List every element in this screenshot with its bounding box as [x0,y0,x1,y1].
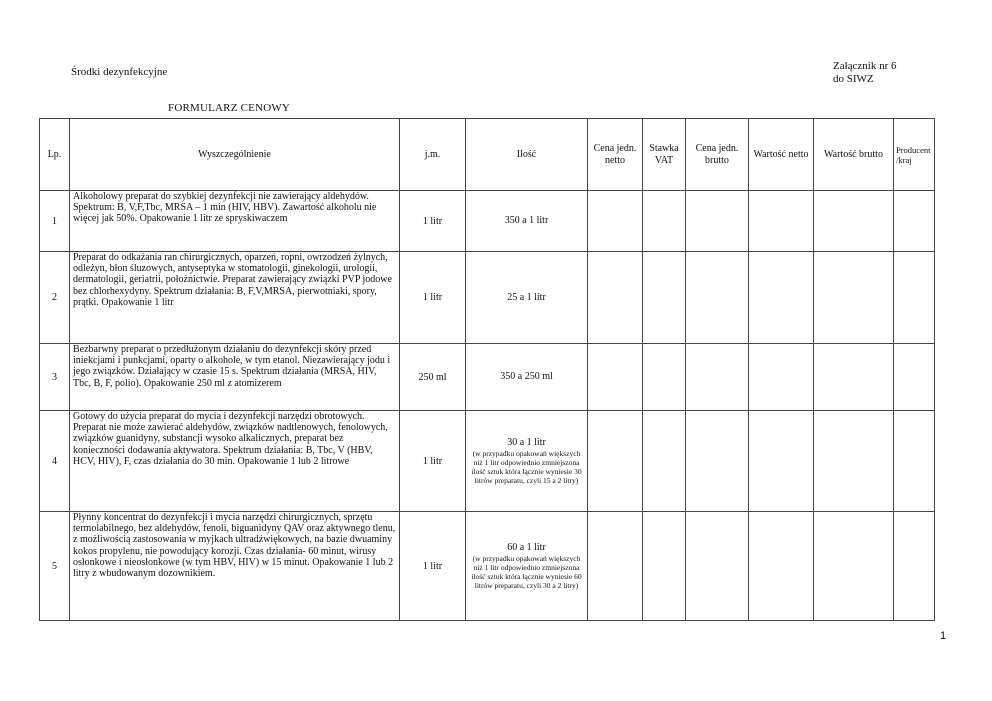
gross-value-cell[interactable] [814,191,894,252]
quantity-value: 60 a 1 litr [507,542,546,553]
vat-rate-cell[interactable] [643,411,686,512]
row-unit: 250 ml [400,344,466,411]
producer-cell[interactable] [894,344,935,411]
row-unit: 1 litr [400,512,466,621]
row-quantity [466,512,588,621]
quantity-note: (w przypadku opakowań większych niż 1 litr odpowiednio zmniejszona ilość sztuk która łącznie wyniesie 30 litrów preparatu, czyli 15 a 2 litry) [471,449,582,485]
row-quantity [466,411,588,512]
quantity-value: 25 a 1 litr [507,291,546,303]
attachment-number: Załącznik nr 6 [833,60,897,72]
producer-cell[interactable] [894,411,935,512]
producer-cell[interactable] [894,191,935,252]
header-gross-value: Wartość brutto [814,119,894,191]
quantity-value: 350 a 1 litr [504,215,549,226]
row-number: 1 [40,191,70,252]
table-row [40,252,935,344]
vat-rate-cell[interactable] [643,512,686,621]
quantity-value: 30 a 1 litr [507,437,546,448]
header-quantity: Ilość [466,119,588,191]
net-unit-price-cell[interactable] [588,191,643,252]
gross-value-cell[interactable] [814,344,894,411]
producer-cell[interactable] [894,252,935,344]
vat-rate-cell[interactable] [643,252,686,344]
row-unit: 1 litr [400,191,466,252]
row-description: Gotowy do użycia preparat do mycia i dezynfekcji narzędzi obrotowych. Preparat nie może zawierać aldehydów, związków nadtlenowych, fenolowych, związków guanidyny, substancji wysoko alkalicznych, preparat bez konieczności dodawania aktywatora. Spektrum działania: B, Tbc, V (HBV, HCV, HIV), F, czas działania do 30 min. Opakowanie 1 lub 2 litrowe [70,411,400,512]
row-quantity [466,252,588,344]
header-net-value: Wartość netto [749,119,814,191]
form-title: FORMULARZ CENOWY [168,102,291,114]
net-value-cell[interactable] [749,191,814,252]
net-unit-price-cell[interactable] [588,512,643,621]
net-unit-price-cell[interactable] [588,344,643,411]
table-row [40,344,935,411]
gross-unit-price-cell[interactable] [686,512,749,621]
header-producer: Producent /kraj [894,119,935,191]
gross-unit-price-cell[interactable] [686,252,749,344]
gross-unit-price-cell[interactable] [686,191,749,252]
row-number: 5 [40,512,70,621]
quantity-value: 350 a 250 ml [500,371,553,382]
gross-unit-price-cell[interactable] [686,344,749,411]
table-row [40,512,935,621]
vat-rate-cell[interactable] [643,191,686,252]
page-number: 1 [940,630,947,642]
row-quantity [466,191,588,252]
gross-value-cell[interactable] [814,512,894,621]
table-row [40,411,935,512]
net-value-cell[interactable] [749,512,814,621]
gross-unit-price-cell[interactable] [686,411,749,512]
net-value-cell[interactable] [749,411,814,512]
row-description: Płynny koncentrat do dezynfekcji i mycia narzędzi chirurgicznych, sprzętu termolabilnego, bez aldehydów, fenoli, biguanidyny QAV oraz aktywnego tlenu, z możliwością zastosowania w myjkach ultradźwiękowych, na bazie dwuaminy kokos propylenu, nie powodujący korozji. Czas działania- 60 minut, wirusy osłonkowe i nieosłonkowe (w tym HBV, HIV) w 15 minut. Opakowanie 1 lub 2 litry z wbudowanym dozownikiem. [70,512,400,621]
attachment-reference: do SIWZ [833,73,874,85]
row-unit: 1 litr [400,411,466,512]
price-form-table [39,118,935,621]
header-unit: j.m. [400,119,466,191]
table-header-row [40,119,935,191]
gross-value-cell[interactable] [814,252,894,344]
table-row [40,191,935,252]
row-description: Bezbarwny preparat o przedłużonym działaniu do dezynfekcji skóry przed iniekcjami i punkcjami, oparty o alkohole, w tym etanol. Niezawierający jodu i jego związków. Działający w czasie 15 s. Spektrum działania (MRSA, HIV, Tbc, B, F, polio). Opakowanie 250 ml z atomizerem [70,344,400,411]
row-description: Alkoholowy preparat do szybkiej dezynfekcji nie zawierający aldehydów. Spektrum: B, V,F,Tbc, MRSA – 1 min (HIV, HBV). Zawartość alkoholu nie więcej jak 50%. Opakowanie 1 litr ze spryskiwaczem [70,191,400,252]
producer-cell[interactable] [894,512,935,621]
row-number: 2 [40,252,70,344]
net-value-cell[interactable] [749,252,814,344]
header-gross-unit-price: Cena jedn. brutto [686,119,749,191]
row-quantity [466,344,588,411]
header-vat-rate: Stawka VAT [643,119,686,191]
quantity-note: (w przypadku opakowań większych niż 1 litr odpowiednio zmniejszona ilość sztuk która łącznie wyniesie 60 litrów preparatu, czyli 30 a 2 litry) [471,554,582,590]
header-lp: Lp. [40,119,70,191]
row-description: Preparat do odkażania ran chirurgicznych, oparzeń, ropni, owrzodzeń żylnych, odleżyn, błon śluzowych, antyseptyka w stomatologii, ginekologii, urologii, dermatologii, geriatrii, położnictwie. Preparat zawierający związki PVP jodowe bez chlorhexydyny. Spektrum działania: B, F,V,MRSA, pierwotniaki, spory, prątki. Opakowanie 1 litr [70,252,400,344]
row-number: 3 [40,344,70,411]
document-category: Środki dezynfekcyjne [71,66,168,78]
attachment-label [833,60,897,86]
row-number: 4 [40,411,70,512]
header-description: Wyszczególnienie [70,119,400,191]
row-unit: 1 litr [400,252,466,344]
net-unit-price-cell[interactable] [588,411,643,512]
net-value-cell[interactable] [749,344,814,411]
gross-value-cell[interactable] [814,411,894,512]
net-unit-price-cell[interactable] [588,252,643,344]
header-net-unit-price: Cena jedn. netto [588,119,643,191]
vat-rate-cell[interactable] [643,344,686,411]
